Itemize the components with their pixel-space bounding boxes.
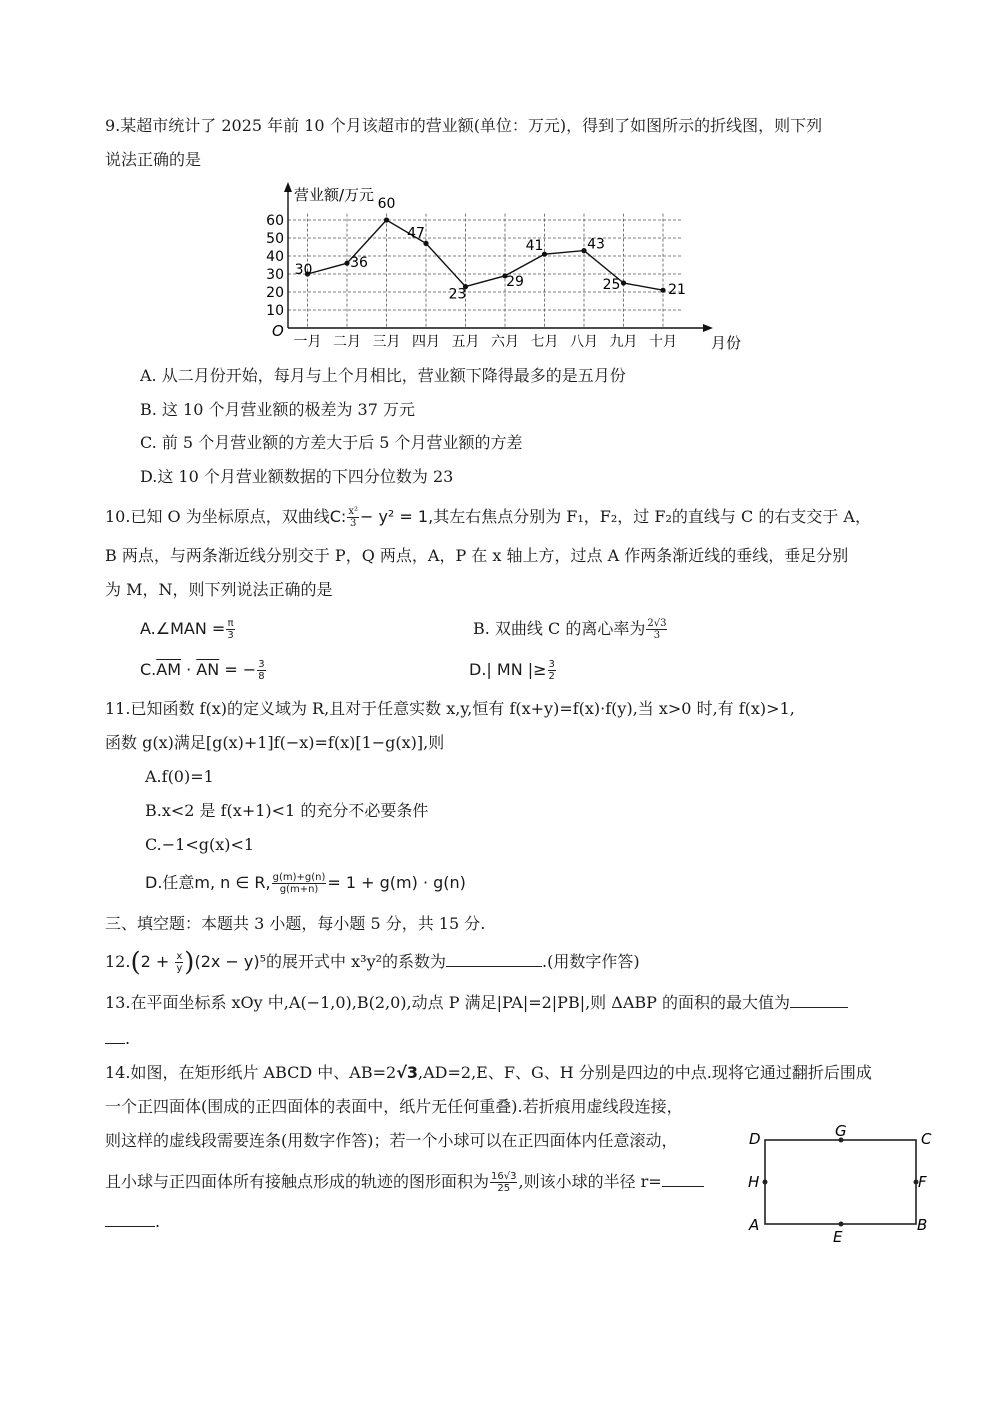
q10-option-d-text: D.| MN |≥ bbox=[469, 660, 547, 679]
data-point bbox=[621, 280, 626, 285]
q14-stem-intro: 14.如图，在矩形纸片 ABCD 中、AB=2 bbox=[105, 1063, 397, 1082]
q10-stem-intro: 10.已知 O 为坐标原点，双曲线 bbox=[105, 507, 330, 526]
q14-stem-rest: ,AD=2,E、F、G、H 分别是四边的中点.现将它通过翻折后围成 bbox=[418, 1063, 872, 1082]
q13-stem-line1 bbox=[105, 993, 848, 1013]
q10-option-c-dot: · bbox=[186, 660, 192, 679]
y-axis-arrow bbox=[284, 182, 292, 192]
q14-area-fraction bbox=[490, 1171, 517, 1194]
q10-option-a-fraction bbox=[226, 618, 234, 641]
q14-stem-line3: 则这样的虚线段需要连条(用数字作答)；若一个小球可以在正四面体内任意滚动， bbox=[105, 1131, 678, 1150]
x-tick-label: 九月 bbox=[609, 334, 638, 350]
q10-vector-am: $\overline{AM}$ bbox=[156, 660, 182, 679]
data-label: 29 bbox=[506, 273, 524, 290]
data-point bbox=[384, 217, 389, 222]
q10-curve-c: C: bbox=[329, 507, 347, 526]
q14-radius-text: ,则该小球的半径 r= bbox=[518, 1172, 662, 1191]
q11-option-c: C.−1<g(x)<1 bbox=[145, 835, 255, 854]
origin-label: O bbox=[272, 322, 284, 340]
q10-option-a bbox=[140, 618, 236, 641]
y-tick-label: 30 bbox=[266, 267, 284, 283]
q9-option-a: A. 从二月份开始，每月与上个月相比，营业额下降得最多的是五月份 bbox=[140, 366, 626, 385]
q12-stem bbox=[105, 947, 640, 978]
q11-option-d-fraction bbox=[272, 872, 327, 895]
q10-curve-rest: − y² = 1, bbox=[359, 507, 434, 526]
q12-tail: .(用数字作答) bbox=[542, 952, 640, 971]
q11-option-d bbox=[145, 872, 466, 895]
q12-frac-num: x bbox=[176, 951, 183, 962]
data-point bbox=[660, 288, 665, 293]
section-3-heading: 三、填空题：本题共 3 小题，每小题 5 分，共 15 分. bbox=[105, 914, 486, 933]
x-tick-label: 五月 bbox=[451, 334, 480, 350]
point-h bbox=[763, 1180, 768, 1185]
q10-option-b-text: B. 双曲线 C 的离心率为 bbox=[473, 619, 646, 638]
q13-tail: . bbox=[125, 1029, 131, 1048]
x-axis-arrow bbox=[703, 324, 713, 332]
q12-two-plus: 2 + bbox=[140, 952, 170, 971]
y-tick-label: 50 bbox=[266, 231, 284, 247]
data-label: 36 bbox=[350, 255, 368, 272]
q12-prefix: 12. bbox=[105, 952, 131, 971]
q10-option-d bbox=[469, 659, 557, 682]
x-tick-label: 十月 bbox=[649, 334, 677, 350]
x-tick-label: 二月 bbox=[333, 334, 361, 350]
q9-stem-line2: 说法正确的是 bbox=[105, 150, 202, 169]
q10-stem-foci: 其左右焦点分别为 F₁，F₂，过 F₂的直线与 C 的右支交于 A， bbox=[433, 507, 871, 526]
q12-rest: 的展开式中 x³y²的系数为 bbox=[266, 952, 447, 971]
q11-option-d-den: g(m+n) bbox=[279, 884, 319, 895]
label-d: D bbox=[749, 1130, 761, 1148]
label-b: B bbox=[917, 1216, 928, 1234]
q10-stem-line3: 为 M，N，则下列说法正确的是 bbox=[105, 580, 333, 599]
q13-answer-blank-part2[interactable] bbox=[105, 1029, 125, 1044]
data-point bbox=[423, 241, 428, 246]
q10-option-b-fraction bbox=[646, 618, 667, 641]
q14-area-den: 25 bbox=[497, 1183, 511, 1194]
q14-sqrt3: √3 bbox=[396, 1063, 419, 1082]
q10-option-a-den: 3 bbox=[227, 630, 234, 641]
q10-curve-fraction bbox=[347, 506, 359, 529]
x-tick-label: 四月 bbox=[412, 334, 440, 350]
q10-vector-an: $\overline{AN}$ bbox=[196, 660, 220, 679]
q10-option-b-num: 2√3 bbox=[647, 618, 667, 629]
q12-frac-den: y bbox=[176, 963, 183, 974]
q11-stem-line2: 函数 g(x)满足[g(x)+1]f(−x)=f(x)[1−g(x)],则 bbox=[105, 733, 445, 752]
label-h: H bbox=[748, 1173, 760, 1191]
data-label: 25 bbox=[602, 277, 621, 293]
data-label: 47 bbox=[407, 225, 425, 242]
q14-stem-line5 bbox=[105, 1212, 160, 1232]
q10-curve-frac-den: 3 bbox=[349, 518, 357, 529]
q14-stem-line1 bbox=[105, 1063, 872, 1083]
y-tick-label: 40 bbox=[266, 249, 284, 265]
q12-fraction bbox=[175, 951, 183, 974]
q12-binomial: (2x − y)⁵ bbox=[194, 952, 267, 971]
q10-option-b-den: 3 bbox=[653, 630, 661, 641]
data-point bbox=[581, 248, 586, 253]
data-label: 60 bbox=[377, 196, 396, 212]
q14-stem-area-text: 且小球与正四面体所有接触点形成的轨迹的图形面积为 bbox=[105, 1172, 490, 1191]
q10-option-d-fraction bbox=[548, 659, 556, 682]
q10-stem-line2: B 两点，与两条渐近线分别交于 P，Q 两点，A，P 在 x 轴上方，过点 A 作两条渐近线的垂线，垂足分别 bbox=[105, 546, 849, 565]
y-tick-label: 10 bbox=[266, 303, 284, 319]
data-label: 41 bbox=[525, 238, 544, 255]
q9-option-b: B. 这 10 个月营业额的极差为 37 万元 bbox=[140, 400, 415, 419]
q10-option-a-num: π bbox=[227, 618, 234, 629]
rectangle-abcd bbox=[765, 1140, 916, 1224]
x-tick-label: 一月 bbox=[293, 334, 322, 350]
point-e bbox=[839, 1222, 844, 1227]
y-axis-title: 营业额/万元 bbox=[294, 186, 375, 204]
q14-stem-line2: 一个正四面体(围成的正四面体的表面中，纸片无任何重叠).若折痕用虚线段连接， bbox=[105, 1097, 683, 1116]
data-point bbox=[344, 261, 349, 266]
q14-rectangle-diagram bbox=[745, 1120, 945, 1250]
data-label: 21 bbox=[668, 282, 686, 299]
x-tick-label: 八月 bbox=[570, 334, 598, 350]
q9-line-chart bbox=[265, 180, 742, 352]
q11-stem-line1: 11.已知函数 f(x)的定义域为 R,且对于任意实数 x,y,恒有 f(x+y)=f(x)·f(y),当 x>0 时,有 f(x)>1, bbox=[105, 699, 795, 718]
q13-stem-text: 13.在平面坐标系 xOy 中,A(−1,0),B(2,0),动点 P 满足|PA|=2|PB|,则 ΔABP 的面积的最大值为 bbox=[105, 993, 790, 1012]
x-tick-label: 七月 bbox=[530, 334, 559, 350]
q11-option-d-rest: = 1 + g(m) · g(n) bbox=[327, 873, 466, 892]
label-g: G bbox=[835, 1122, 847, 1140]
q10-option-d-den: 2 bbox=[548, 671, 555, 682]
q12-right-paren: ) bbox=[184, 947, 195, 978]
q12-left-paren: ( bbox=[130, 947, 141, 978]
q10-option-c-prefix: C. bbox=[140, 660, 157, 679]
q11-option-b: B.x<2 是 f(x+1)<1 的充分不必要条件 bbox=[145, 801, 429, 820]
q10-curve-frac-num: x² bbox=[348, 506, 358, 517]
data-label: 43 bbox=[587, 236, 605, 253]
q10-option-c-num: 3 bbox=[258, 659, 265, 670]
q10-option-c-den: 8 bbox=[258, 671, 265, 682]
y-tick-label: 20 bbox=[266, 285, 284, 301]
q9-stem-line1: 9.某超市统计了 2025 年前 10 个月该超市的营业额(单位：万元)，得到了如图所示的折线图，则下列 bbox=[105, 116, 823, 135]
q9-option-c: C. 前 5 个月营业额的方差大于后 5 个月营业额的方差 bbox=[140, 433, 523, 452]
label-e: E bbox=[833, 1228, 843, 1246]
q10-option-b bbox=[473, 618, 668, 641]
label-c: C bbox=[921, 1130, 932, 1148]
q11-option-d-num: g(m)+g(n) bbox=[272, 872, 326, 883]
q10-option-d-num: 3 bbox=[548, 659, 555, 670]
q13-answer-blank-part1[interactable] bbox=[790, 993, 848, 1008]
q10-option-c-fraction bbox=[257, 659, 265, 682]
label-a: A bbox=[749, 1216, 760, 1234]
q14-answer-blank-part1[interactable] bbox=[662, 1172, 704, 1187]
q14-stem-line4 bbox=[105, 1171, 704, 1194]
data-label: 30 bbox=[294, 262, 313, 278]
q11-option-d-text: D.任意m, n ∈ R, bbox=[145, 873, 271, 892]
q9-option-d: D.这 10 个月营业额数据的下四分位数为 23 bbox=[140, 467, 454, 486]
y-tick-label: 60 bbox=[266, 213, 284, 229]
q14-answer-blank-part2[interactable] bbox=[105, 1212, 155, 1227]
data-label: 23 bbox=[448, 286, 467, 303]
q10-stem-line1 bbox=[105, 506, 871, 529]
q10-option-a-text: A.∠MAN = bbox=[140, 619, 226, 638]
q11-option-a: A.f(0)=1 bbox=[145, 767, 214, 786]
q10-option-c bbox=[140, 659, 267, 682]
x-tick-label: 三月 bbox=[372, 334, 401, 350]
q13-stem-line2 bbox=[105, 1029, 130, 1049]
q12-answer-blank[interactable] bbox=[446, 952, 542, 967]
q10-option-c-eq: = − bbox=[224, 660, 257, 679]
x-axis-title: 月份 bbox=[711, 334, 742, 352]
q14-area-num: 16√3 bbox=[491, 1171, 517, 1182]
label-f: F bbox=[918, 1173, 927, 1191]
q14-tail: . bbox=[155, 1212, 161, 1231]
x-tick-label: 六月 bbox=[491, 334, 519, 350]
